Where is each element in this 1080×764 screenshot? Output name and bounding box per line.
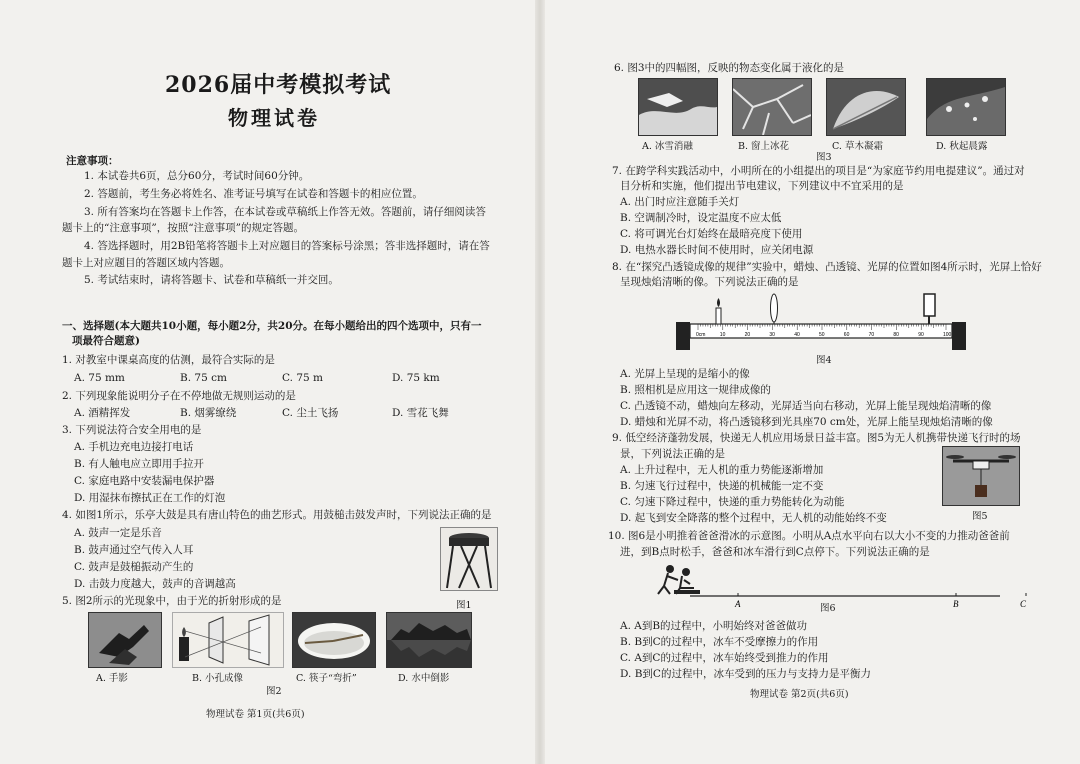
q5-option-c: C. 筷子“弯折” [296,673,357,684]
q2-option-d: D. 雪花飞舞 [392,407,449,419]
scale-tick-label: 60 [843,332,850,338]
q8-option-d: D. 蜡烛和光屏不动，将凸透镜移到光具座70 cm处，光屏上能呈现烛焰清晰的像 [620,416,993,428]
scale-tick-label: 40 [794,332,800,338]
q1-option-b: B. 75 cm [180,372,227,384]
question-5-stem: 5. 图2所示的光现象中，由于光的折射形成的是 [62,595,282,607]
figure-6-caption: 图6 [820,603,836,614]
q7-option-a: A. 出门时应注意随手关灯 [620,196,740,208]
note-line: 题卡上对应题目的答题区域内答题。 [62,257,230,269]
note-line: 题卡上的“注意事项”，按照“注意事项”的规定答题。 [62,222,304,234]
q1-option-a: A. 75 mm [74,372,125,384]
q10-option-b: B. B到C的过程中，冰车不受摩擦力的作用 [620,636,819,648]
q2-option-b: B. 烟雾缭绕 [180,407,237,419]
note-line: 1. 本试卷共6页，总分60分，考试时间60分钟。 [84,170,310,182]
figure-4-optical-bench [670,292,970,352]
q2-option-a: A. 酒精挥发 [74,407,131,419]
q8-option-b: B. 照相机是应用这一规律成像的 [620,384,771,396]
q5-option-b: B. 小孔成像 [192,673,244,684]
question-7-stem: 7. 在跨学科实践活动中，小明所在的小组提出的项目是“为家庭节约用电提建议”。通过对 [612,165,1025,177]
figure-2d-water-reflection-image [386,612,472,668]
figure-2-caption: 图2 [266,686,282,697]
q8-option-a: A. 光屏上呈现的是缩小的像 [620,368,750,380]
q1-option-d: D. 75 km [392,372,440,384]
page-2 [540,0,1080,764]
figure-3-caption: 图3 [816,152,832,163]
figure-5-drone-image [942,446,1020,506]
light-screen [924,294,935,324]
q4-option-d: D. 击鼓力度越大，鼓声的音调越高 [74,578,236,590]
question-10-stem-cont: 进，到B点时松手，爸爸和冰车滑行到C点停下。下列说法正确的是 [620,546,930,558]
q3-option-b: B. 有人触电应立即用手拉开 [74,458,204,470]
q6-option-c: C. 草木凝霜 [832,141,883,152]
note-line: 2. 答题前，考生务必将姓名、准考证号填写在试卷和答题卡的相应位置。 [84,188,423,200]
q3-option-a: A. 手机边充电边接打电话 [74,441,194,453]
q9-option-d: D. 起飞到安全降落的整个过程中，无人机的动能始终不变 [620,512,887,524]
q1-option-c: C. 75 m [282,372,323,384]
figure-3b-window-frost-image [732,78,812,136]
question-9-stem-cont: 景，下列说法正确的是 [620,448,725,460]
figure-4-caption: 图4 [816,355,832,366]
scale-tick-label: 20 [744,332,751,338]
scale-tick-label: 0cm [696,332,706,338]
q7-option-c: C. 将可调光台灯始终在最暗亮度下使用 [620,228,803,240]
figure-3c-frost-plant-image [826,78,906,136]
exam-subtitle: 物理试卷 [228,106,320,130]
question-9-stem: 9. 低空经济蓬勃发展，快递无人机应用场景日益丰富。图5为无人机携带快递飞行时的场 [612,432,1021,444]
point-b-label: B [953,599,959,609]
question-10-stem: 10. 图6是小明推着爸爸滑冰的示意图。小明从A点水平向右以大小不变的力推动爸爸前 [608,530,1010,542]
note-line: 5. 考试结束时，请将答题卡、试卷和草稿纸一并交回。 [84,274,339,286]
convex-lens [771,294,778,324]
notes-title: 注意事项： [66,155,119,167]
q5-option-d: D. 水中倒影 [398,673,450,684]
figure-2b-pinhole-image [172,612,284,668]
q9-option-b: B. 匀速飞行过程中，快递的机械能一定不变 [620,480,824,492]
figure-3d-dew-image [926,78,1006,136]
scale-tick-label: 70 [868,332,875,338]
candle [716,298,721,324]
question-6-stem: 6. 图3中的四幅图，反映的物态变化属于液化的是 [614,62,845,74]
q6-option-b: B. 窗上冰花 [738,141,790,152]
q3-option-d: D. 用湿抹布擦拭正在工作的灯泡 [74,492,226,504]
q7-option-d: D. 电热水器长时间不使用时，应关闭电源 [620,244,814,256]
q4-option-c: C. 鼓声是鼓槌振动产生的 [74,561,194,573]
q8-option-c: C. 凸透镜不动，蜡烛向左移动，光屏适当向右移动，光屏上能呈现烛焰清晰的像 [620,400,992,412]
q9-option-c: C. 匀速下降过程中，快递的重力势能转化为动能 [620,496,845,508]
section-heading: 一、选择题(本大题共10小题，每小题2分，共20分。在每小题给出的四个选项中，只有一 [62,320,482,332]
question-7-stem-cont: 目分析和实施，他们提出节电建议，下列建议中不宜采用的是 [620,180,904,192]
q10-option-a: A. A到B的过程中，小明始终对爸爸做功 [620,620,808,632]
skater-figures [658,565,700,594]
scale-tick-label: 30 [769,332,775,338]
page-2-footer: 物理试卷 第2页(共6页) [750,689,849,700]
scale-tick-label: 50 [819,332,825,338]
question-8-stem: 8. 在“探究凸透镜成像的规律”实验中，蜡烛、凸透镜、光屏的位置如图4所示时，光屏上恰好 [612,261,1042,273]
point-c-label: C [1020,599,1027,609]
q7-option-b: B. 空调制冷时，设定温度不应太低 [620,212,782,224]
note-line: 4. 答选择题时，用2B铅笔将答题卡上对应题目的答案标号涂黑；答非选择题时，请在答 [84,240,490,252]
q2-option-c: C. 尘土飞扬 [282,407,339,419]
point-a-label: A [735,599,741,609]
figure-2c-chopstick-image [292,612,376,668]
q4-option-b: B. 鼓声通过空气传入人耳 [74,544,194,556]
q6-option-d: D. 秋起晨露 [936,141,988,152]
figure-3a-ice-melting-image [638,78,718,136]
q5-option-a: A. 手影 [96,673,128,684]
page-1-footer: 物理试卷 第1页(共6页) [206,709,305,720]
figure-1-drum-image [440,527,498,591]
note-line: 3. 所有答案均在答题卡上作答，在本试卷或草稿纸上作答无效。答题前，请仔细阅读答 [84,206,486,218]
q10-option-c: C. A到C的过程中，冰车始终受到推力的作用 [620,652,829,664]
question-3-stem: 3. 下列说法符合安全用电的是 [62,424,202,436]
question-4-stem: 4. 如图1所示，乐亭大鼓是具有唐山特色的曲艺形式。用鼓槌击鼓发声时，下列说法正确的是 [62,509,492,521]
q9-option-a: A. 上升过程中，无人机的重力势能逐渐增加 [620,464,824,476]
scale-tick-label: 10 [719,332,726,338]
q4-option-a: A. 鼓声一定是乐音 [74,527,162,539]
q10-option-d: D. B到C的过程中，冰车受到的压力与支持力是平衡力 [620,668,871,680]
figure-2a-hand-shadow-image [88,612,162,668]
scale-tick-label: 80 [893,332,899,338]
scale-tick-label: 90 [918,332,924,338]
question-2-stem: 2. 下列现象能说明分子在不停地做无规则运动的是 [62,390,296,402]
question-1-stem: 1. 对教室中课桌高度的估测，最符合实际的是 [62,354,275,366]
section-heading-cont: 项最符合题意) [72,335,140,347]
figure-1-caption: 图1 [456,600,472,611]
q6-option-a: A. 冰雪消融 [642,141,693,152]
figure-5-caption: 图5 [972,511,988,522]
scale-tick-label: 100 [943,332,952,338]
figure-6-skating-diagram [650,560,1030,610]
question-8-stem-cont: 呈现烛焰清晰的像。下列说法正确的是 [620,276,799,288]
q3-option-c: C. 家庭电路中安装漏电保护器 [74,475,215,487]
exam-title: 2026届中考模拟考试 [165,72,392,98]
